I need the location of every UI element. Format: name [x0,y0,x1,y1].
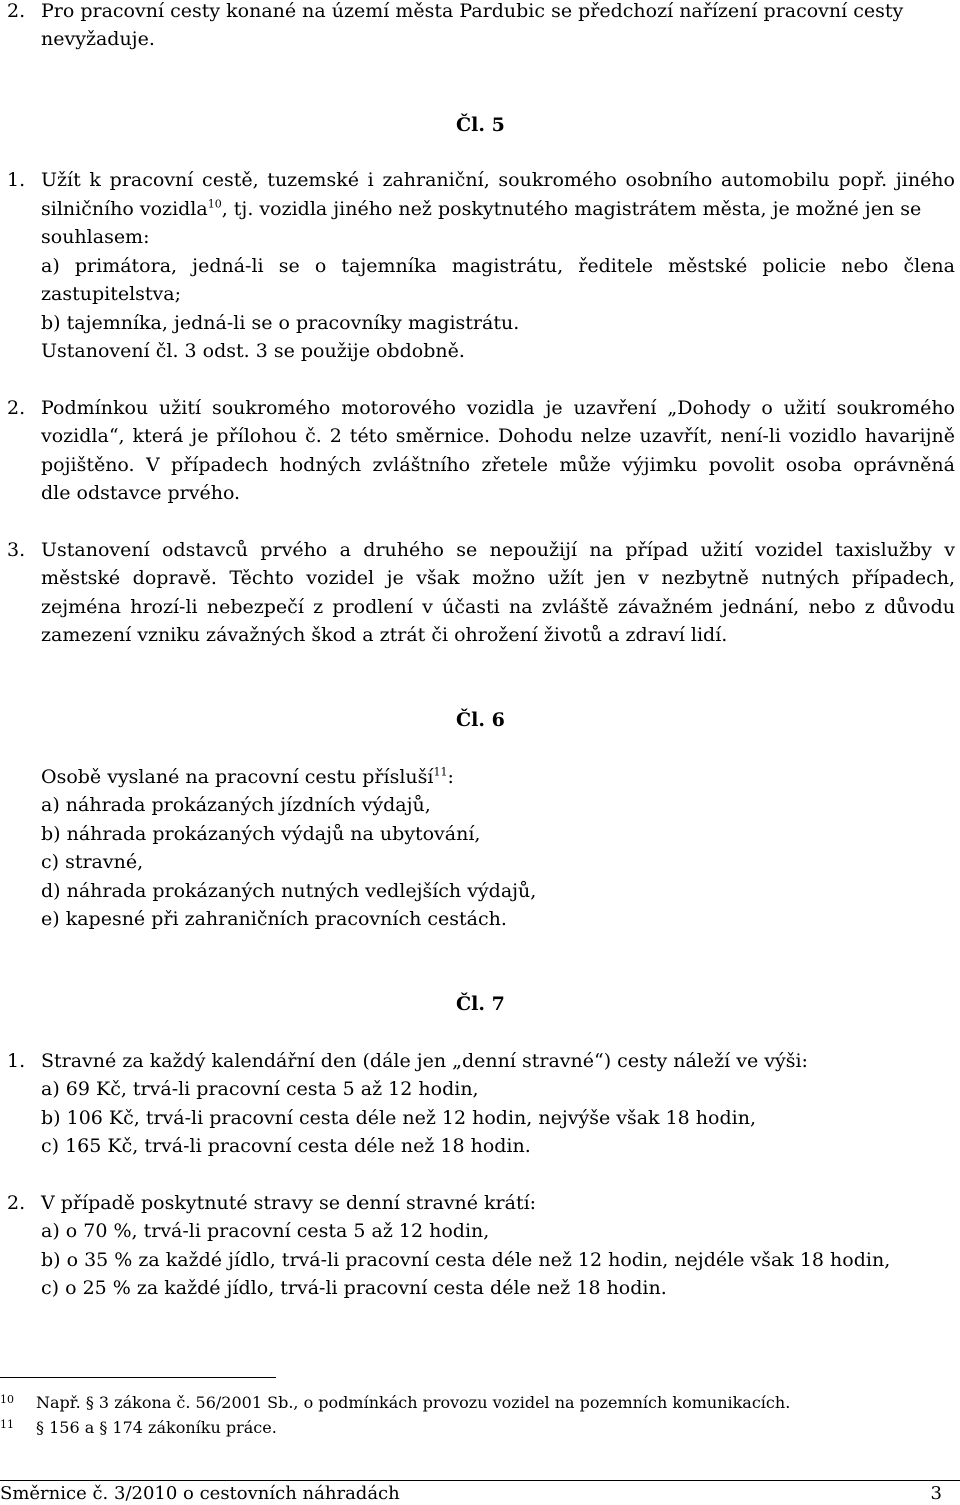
footnote-mark: 10 [0,1393,14,1406]
art5-p2-line: Podmínkou užití soukromého motorového vozidla je uzavření „Dohody o užití soukromého [41,397,955,419]
footnote-ref-11: 11 [433,765,448,779]
art5-p3-line: městské dopravě. Těchto vozidel je však možno užít jen v nezbytně nutných případech, [41,567,955,589]
art5-p1-text: silničního vozidla [41,198,208,220]
art5-p1-line: b) tajemníka, jedná-li se o pracovníky magistrátu. [41,312,520,334]
art4-p2-line: nevyžaduje. [41,28,155,50]
footnote-separator [0,1377,276,1378]
art6-item: d) náhrada prokázaných nutných vedlejších výdajů, [41,880,537,902]
art5-p2-line: dle odstavce prvého. [41,482,241,504]
art5-p1-text: , tj. vozidla jiného než poskytnutého magistrátem města, je možné jen se [221,198,922,220]
art6-item: c) stravné, [41,851,144,873]
article-heading: Čl. 5 [456,114,505,136]
art7-p2-item: a) o 70 %, trvá-li pracovní cesta 5 až 12 hodin, [41,1220,490,1242]
article-heading: Čl. 7 [456,993,505,1015]
footer-title: Směrnice č. 3/2010 o cestovních náhradách [0,1483,400,1504]
art5-p1-line: zastupitelstva; [41,283,182,305]
art6-item: a) náhrada prokázaných jízdních výdajů, [41,794,431,816]
art7-p1-item: c) 165 Kč, trvá-li pracovní cesta déle než 18 hodin. [41,1135,531,1157]
art5-p3-line: Ustanovení odstavců prvého a druhého se nepoužijí na případ užití vozidel taxislužby v [41,539,955,561]
art5-p1-number: 1. [7,169,26,191]
article-heading: Čl. 6 [456,709,505,731]
art7-p2-item: c) o 25 % za každé jídlo, trvá-li pracovní cesta déle než 18 hodin. [41,1277,667,1299]
art5-p1-line [41,195,921,223]
art7-p1-item: b) 106 Kč, trvá-li pracovní cesta déle než 12 hodin, nejvýše však 18 hodin, [41,1107,756,1129]
footnote-text: Např. § 3 zákona č. 56/2001 Sb., o podmínkách provozu vozidel na pozemních komunikacích. [36,1393,791,1412]
art5-p1-line: Užít k pracovní cestě, tuzemské i zahraniční, soukromého osobního automobilu popř. jiného [41,169,955,191]
footnote [0,1418,277,1438]
art7-p1-line: Stravné za každý kalendářní den (dále jen „denní stravné“) cesty náleží ve výši: [41,1050,808,1072]
art6-item: b) náhrada prokázaných výdajů na ubytování, [41,823,481,845]
art5-p1-line: Ustanovení čl. 3 odst. 3 se použije obdobně. [41,340,465,362]
art7-p2-item: b) o 35 % za každé jídlo, trvá-li pracovní cesta déle než 12 hodin, nejdéle však 18 hodin, [41,1249,891,1271]
footnote [0,1393,790,1413]
art5-p1-line: a) primátora, jedná-li se o tajemníka magistrátu, ředitele městské policie nebo člena [41,255,955,277]
art5-p3-number: 3. [7,539,26,561]
footnote-mark: 11 [0,1418,14,1431]
page-number: 3 [930,1483,942,1504]
art7-p1-number: 1. [7,1050,26,1072]
footnote-ref-10: 10 [207,197,222,211]
art4-p2-number: 2. [7,0,26,22]
art6-item: e) kapesné při zahraničních pracovních cestách. [41,908,507,930]
art6-intro-text: Osobě vyslané na pracovní cestu přísluší [41,766,434,788]
art5-p1-line: souhlasem: [41,226,150,248]
art7-p2-number: 2. [7,1192,26,1214]
art5-p2-number: 2. [7,397,26,419]
art5-p2-line: pojištěno. V případech hodných zvláštního zřetele může výjimku povolit osoba oprávněná [41,454,955,476]
art5-p2-line: vozidla“, která je přílohou č. 2 této směrnice. Dohodu nelze uzavřít, není-li vozidlo havarijně [41,425,955,447]
footnote-text: § 156 a § 174 zákoníku práce. [36,1418,277,1437]
art7-p2-line: V případě poskytnuté stravy se denní stravné krátí: [41,1192,537,1214]
art7-p1-item: a) 69 Kč, trvá-li pracovní cesta 5 až 12 hodin, [41,1078,479,1100]
footer-separator [0,1480,960,1481]
art5-p3-line: zamezení vzniku závažných škod a ztrát či ohrožení životů a zdraví lidí. [41,624,728,646]
art6-intro [41,763,454,791]
art5-p3-line: zejména hrozí-li nebezpečí z prodlení v účasti na zvláště závažném jednání, nebo z důvodu [41,596,955,618]
art6-intro-text: : [447,766,454,788]
art4-p2-line: Pro pracovní cesty konané na území města Pardubic se předchozí nařízení pracovní cesty [41,0,904,22]
